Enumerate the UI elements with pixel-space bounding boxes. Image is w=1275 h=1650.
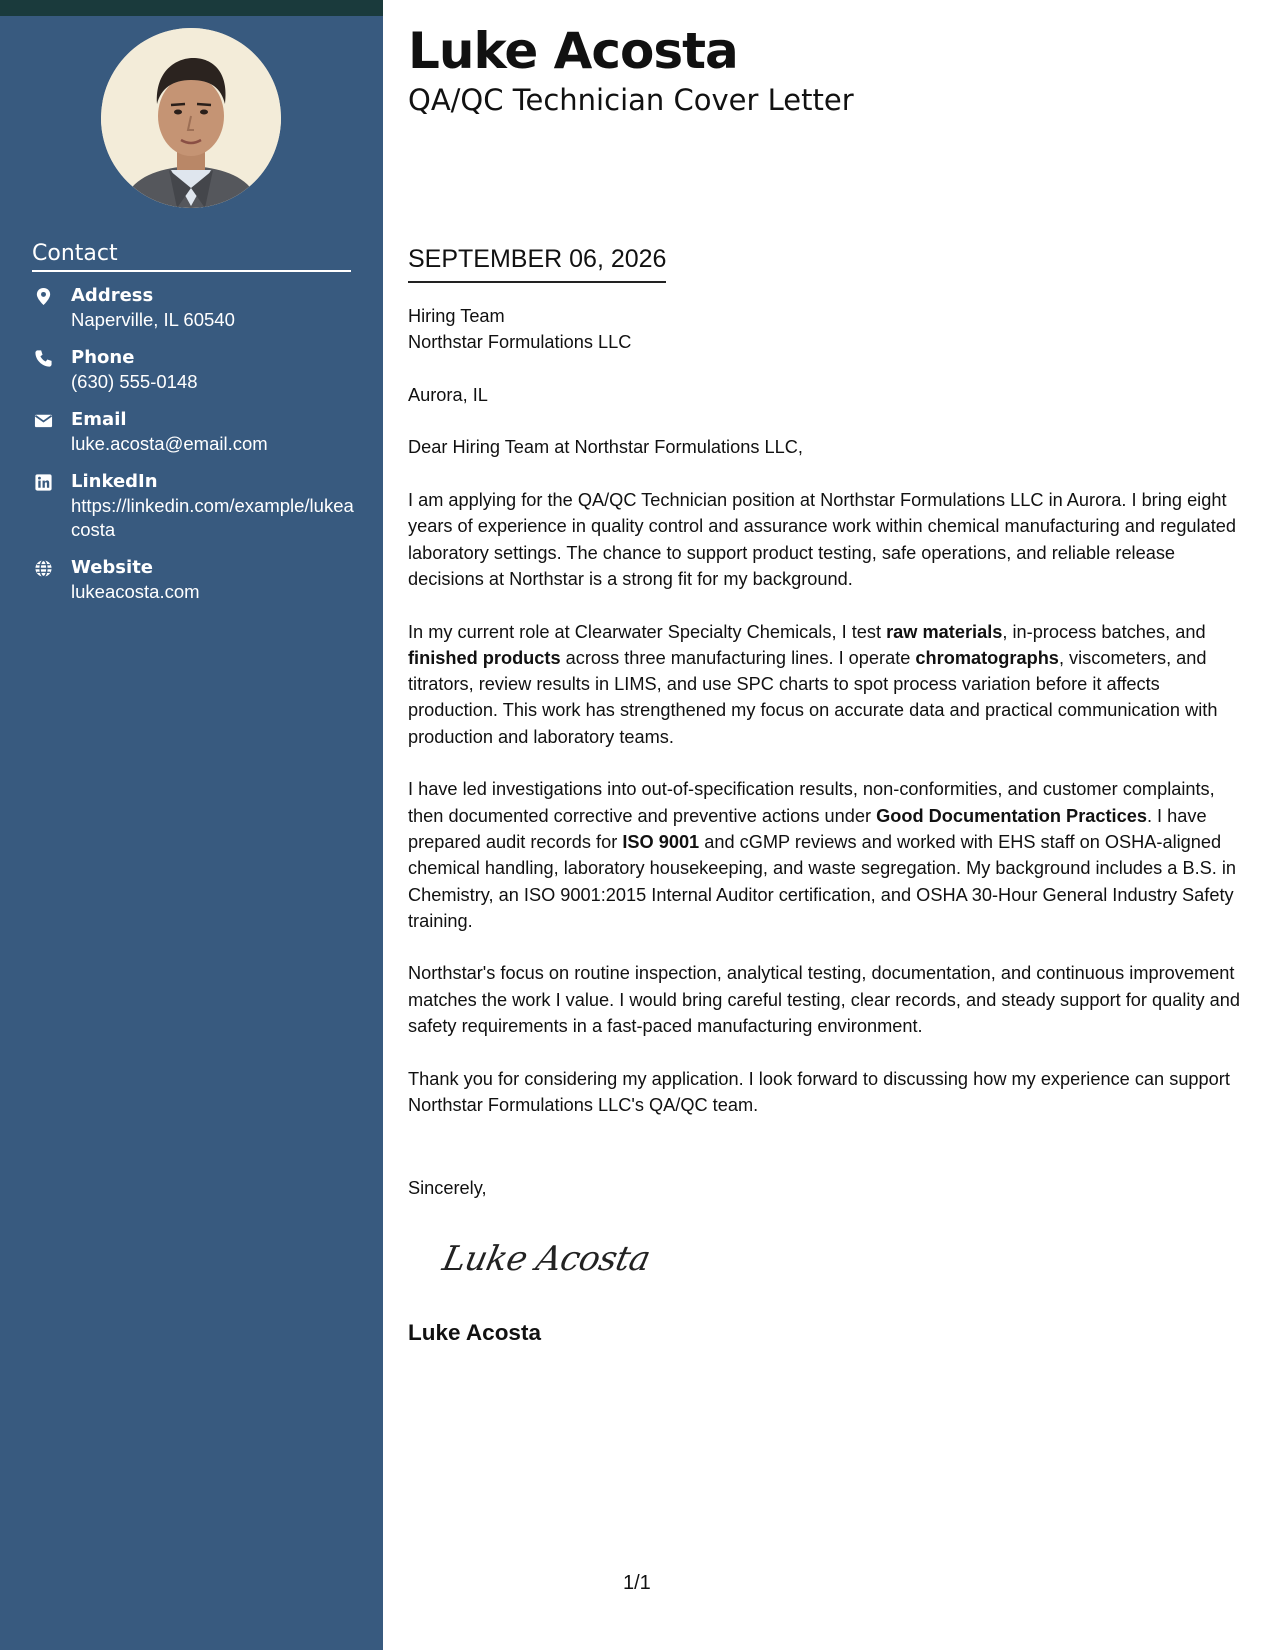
phone-icon <box>34 349 53 368</box>
contact-section-title: Contact <box>32 241 351 272</box>
email-link[interactable]: luke.acosta@email.com <box>71 433 268 454</box>
globe-icon <box>34 559 53 578</box>
salutation: Dear Hiring Team at Northstar Formulations LLC, <box>408 437 803 458</box>
profile-photo <box>101 28 281 208</box>
letter-body <box>408 303 1243 1145</box>
contact-label: LinkedIn <box>71 471 158 492</box>
envelope-icon <box>34 411 53 430</box>
page-indicator: 1/1 <box>623 1572 651 1594</box>
contact-phone <box>32 346 362 394</box>
paragraph-quality: I have led investigations into out-of-specification results, non-conformities, and customer complaints, then documented corrective and preventive actions under Good Documentation Practices. I have prepared audit records for ISO 9001 and cGMP reviews and worked with EHS staff on OSHA-aligned chemical handling, laboratory housekeeping, and waste segregation. My background includes a B.S. in Chemistry, an ISO 9001:2015 Internal Auditor certification, and OSHA 30-Hour General Industry Safety training. <box>408 779 1237 931</box>
contact-linkedin <box>32 470 362 542</box>
paragraph-fit: Northstar's focus on routine inspection, analytical testing, documentation, and continuous improvement matches the work I value. I would bring careful testing, clear records, and steady support for quality and safety requirements in a fast-paced manufacturing environment. <box>408 963 1241 1037</box>
recipient-line: Hiring Team <box>408 306 505 326</box>
contact-label: Website <box>71 557 154 578</box>
phone-value: (630) 555-0148 <box>71 371 198 392</box>
contact-address <box>32 284 362 332</box>
recipient-city: Aurora, IL <box>408 384 488 405</box>
paragraph-experience: In my current role at Clearwater Specialty Chemicals, I test raw materials, in-process batches, and finished products across three manufacturing lines. I operate chromatographs, viscometers, and titrators, review results in LIMS, and use SPC charts to spot process variation before it affects production. This work has strengthened my focus on accurate data and practical communication with production and laboratory teams. <box>408 621 1218 747</box>
contact-label: Email <box>71 409 127 430</box>
signature <box>438 1228 658 1288</box>
contact-label: Phone <box>71 347 135 368</box>
contact-label: Address <box>71 285 154 306</box>
contact-website <box>32 556 362 604</box>
website-link[interactable]: lukeacosta.com <box>71 581 200 602</box>
address-value: Naperville, IL 60540 <box>71 309 235 330</box>
paragraph-thanks: Thank you for considering my application. I look forward to discussing how my experience can support Northstar Formulations LLC's QA/QC team. <box>408 1068 1230 1115</box>
svg-text:Luke Acosta: Luke Acosta <box>439 1239 654 1279</box>
contact-list <box>32 284 362 618</box>
letter-date: SEPTEMBER 06, 2026 <box>408 243 666 283</box>
contact-email <box>32 408 362 456</box>
recipient-company: Northstar Formulations LLC <box>408 332 632 353</box>
closing: Sincerely, <box>408 1178 487 1198</box>
paragraph-intro: I am applying for the QA/QC Technician position at Northstar Formulations LLC in Aurora. I bring eight years of experience in quality control and assurance work within chemical manufacturing and regulated laboratory settings. The chance to support product testing, safe operations, and reliable release decisions at Northstar is a strong fit for my background. <box>408 490 1236 589</box>
map-pin-icon <box>34 287 53 306</box>
linkedin-icon <box>34 473 53 492</box>
applicant-name: Luke Acosta <box>408 22 738 80</box>
sidebar <box>0 16 383 1650</box>
sidebar-top-band <box>0 0 383 16</box>
document-subtitle: QA/QC Technician Cover Letter <box>408 83 854 117</box>
linkedin-link[interactable]: https://linkedin.com/example/lukeacosta <box>71 495 354 540</box>
signer-name: Luke Acosta <box>408 1320 541 1345</box>
